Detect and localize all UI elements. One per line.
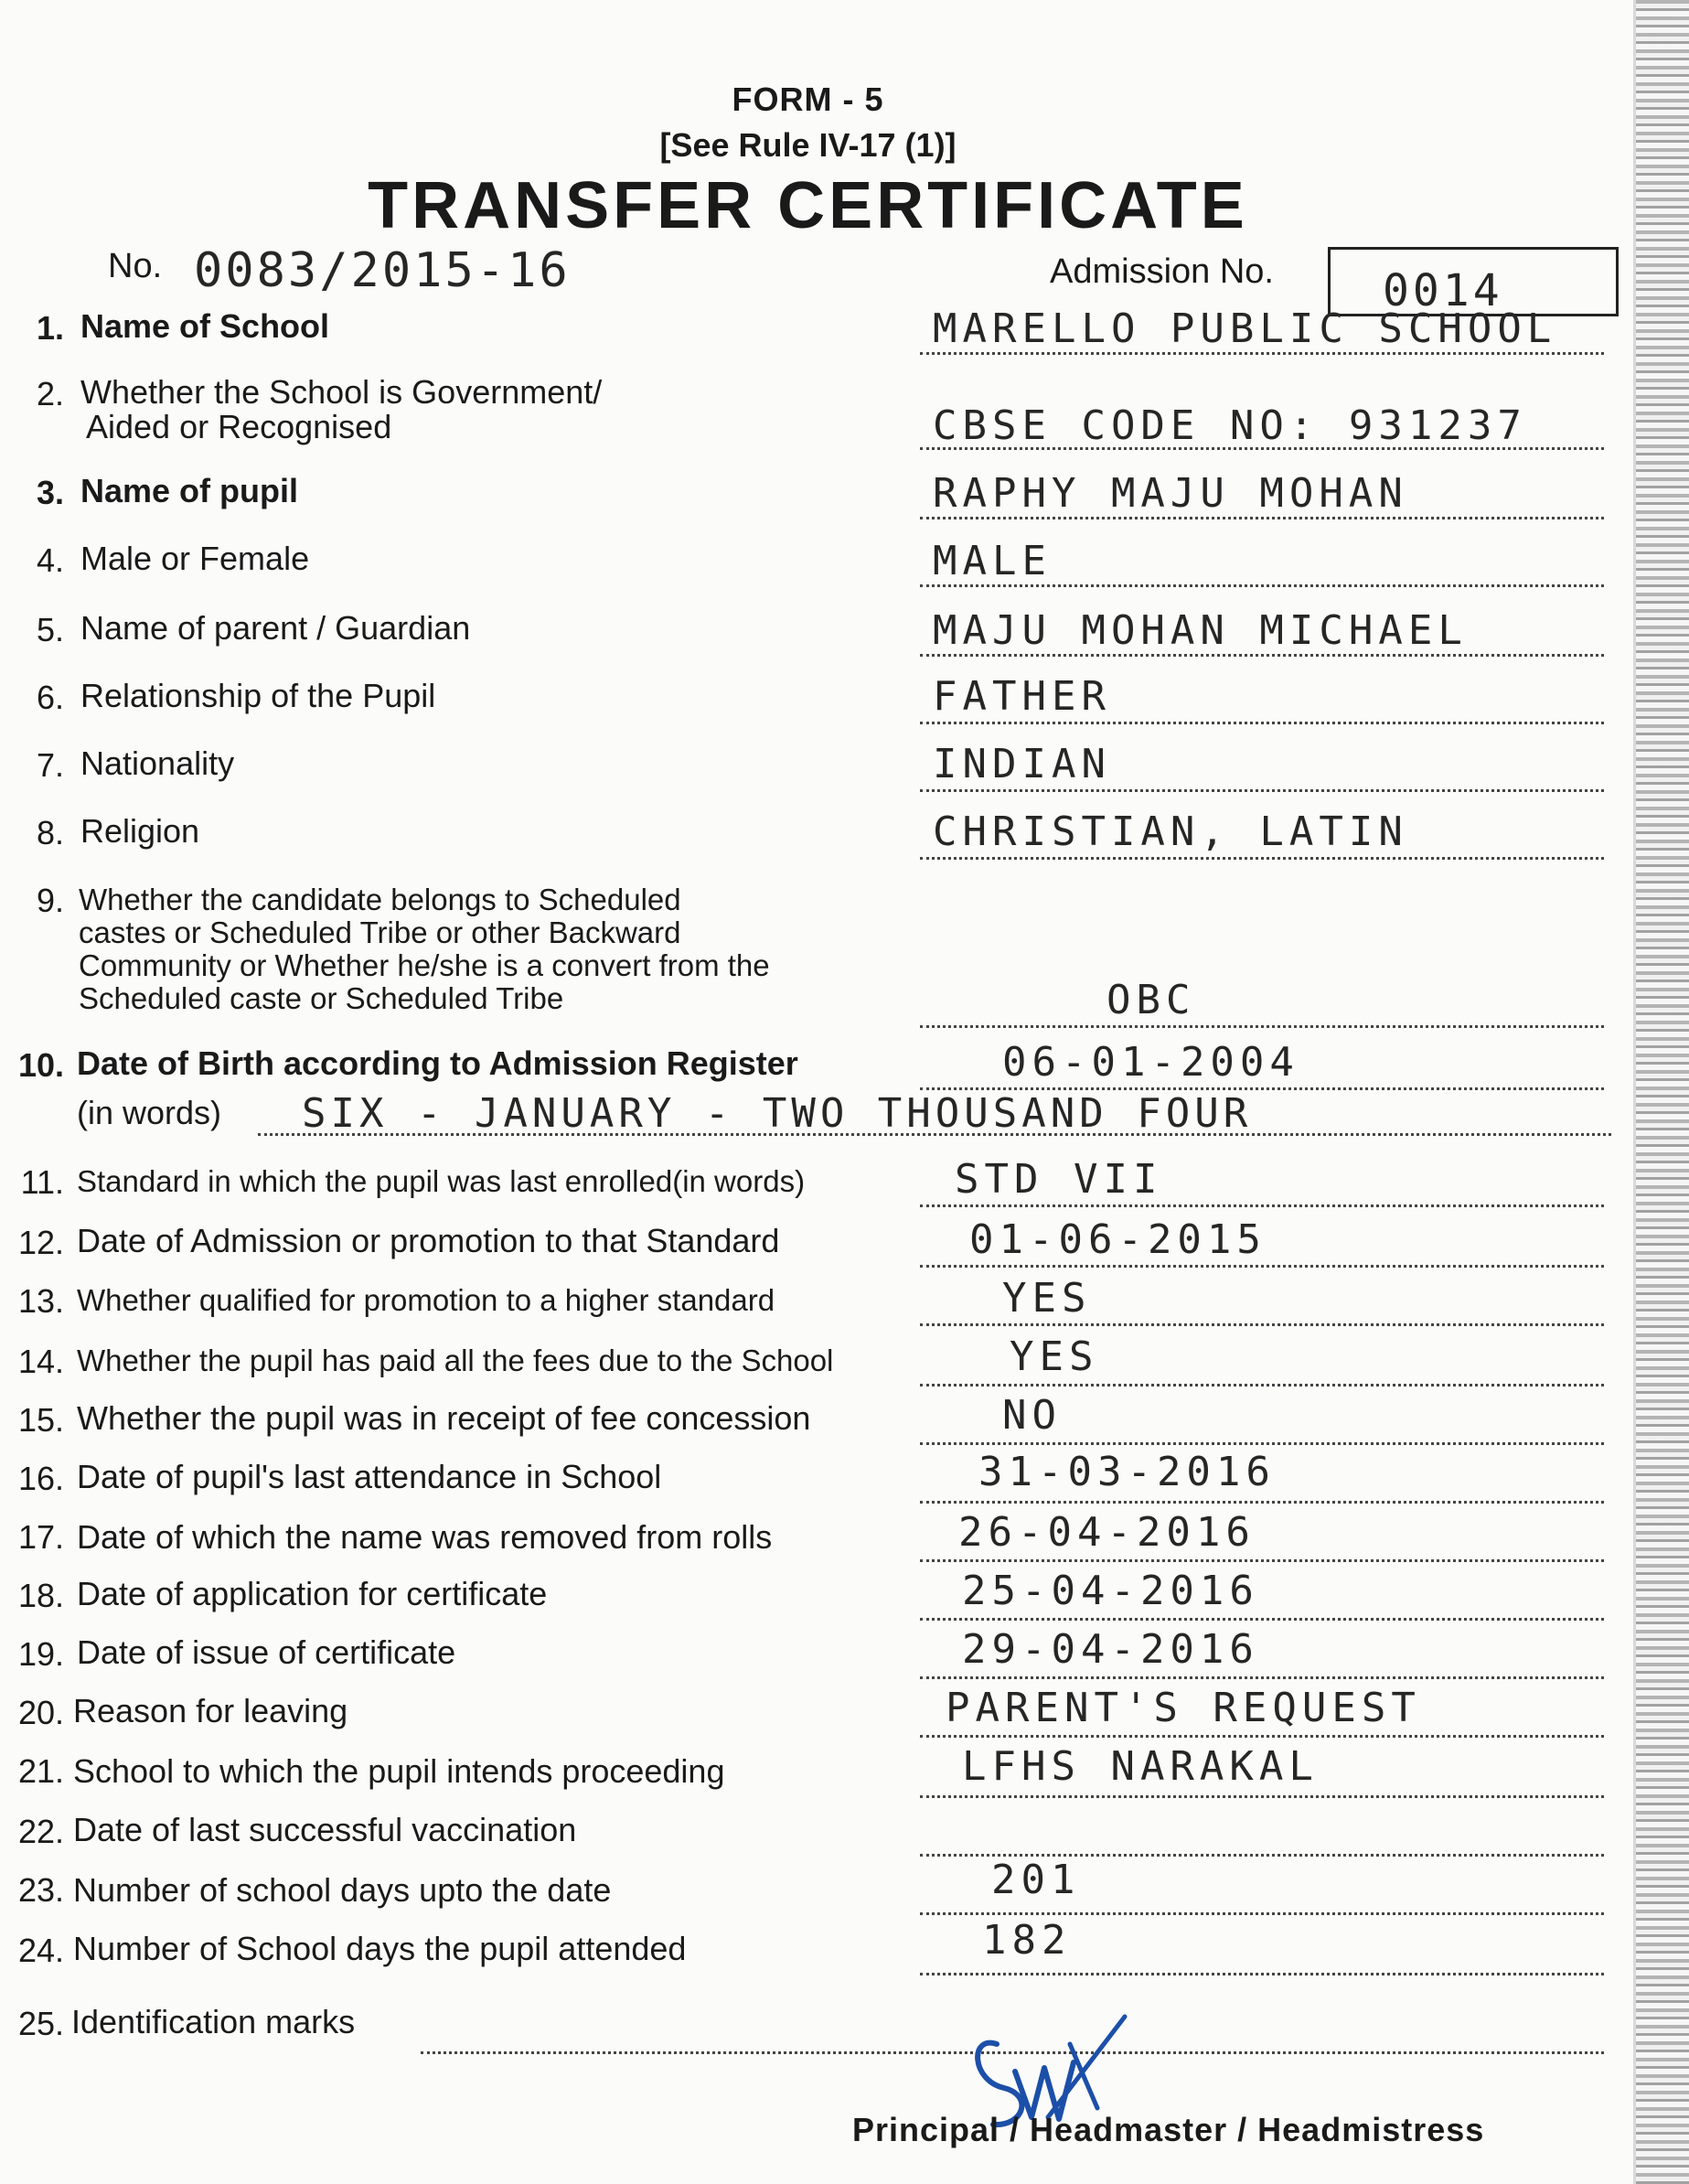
field-value: 182 [982, 1917, 1072, 1964]
field-value: 201 [991, 1857, 1081, 1903]
dob-in-words-value: SIX - JANUARY - TWO THOUSAND FOUR [302, 1090, 1253, 1137]
field-value: 29-04-2016 [962, 1626, 1259, 1673]
field-value: YES [1010, 1333, 1099, 1380]
field-number: 11. [20, 1163, 64, 1201]
field-value: 26-04-2016 [958, 1509, 1256, 1556]
field-number: 24. [17, 1932, 64, 1969]
field-value: STD VII [955, 1156, 1163, 1203]
field-number: 2. [36, 375, 64, 412]
field-dotted-line [920, 1557, 1604, 1562]
field-label: Male or Female [80, 540, 310, 577]
field-value: NO [1002, 1392, 1062, 1439]
field-value: OBC [1106, 977, 1196, 1023]
field-label: Reason for leaving [73, 1692, 348, 1729]
field-label: Date of application for certificate [77, 1575, 548, 1612]
field-number: 14. [17, 1343, 64, 1380]
field-label: Religion [80, 812, 200, 850]
field-dotted-line [920, 1440, 1604, 1445]
field-label: Date of last successful vaccination [73, 1811, 577, 1848]
field-label: Whether the candidate belongs to Scheduled [79, 883, 681, 916]
field-dotted-line [920, 1674, 1604, 1679]
dob-in-words-label: (in words) [77, 1094, 222, 1131]
field-number: 23. [17, 1871, 64, 1909]
field-dotted-line [920, 1732, 1604, 1738]
field-value: MAJU MOHAN MICHAEL [933, 607, 1468, 654]
field-label: Number of school days upto the date [73, 1871, 612, 1909]
field-number: 17. [17, 1518, 64, 1556]
field-value: 25-04-2016 [962, 1568, 1259, 1614]
field-label: Whether qualified for promotion to a higher standard [77, 1283, 775, 1317]
field-number: 20. [17, 1694, 64, 1731]
field-label: Whether the pupil was in receipt of fee concession [77, 1399, 811, 1437]
field-number: 21. [17, 1752, 64, 1790]
field-label: Scheduled caste or Scheduled Tribe [79, 981, 564, 1015]
field-label: Whether the School is Government/ [80, 373, 603, 411]
field-label: Date of issue of certificate [77, 1633, 456, 1671]
field-number: 19. [17, 1635, 64, 1673]
field-dotted-line [920, 1793, 1604, 1798]
field-value: CBSE CODE NO: 931237 [933, 402, 1527, 449]
field-label: Date of Birth according to Admission Register [77, 1044, 798, 1082]
signatory-title: Principal / Headmaster / Headmistress [852, 2111, 1485, 2148]
field-value: RAPHY MAJU MOHAN [933, 470, 1408, 517]
field-value: 31-03-2016 [978, 1449, 1276, 1495]
field-value: LFHS NARAKAL [962, 1743, 1319, 1790]
form-number: FORM - 5 [732, 80, 884, 118]
field-number: 4. [36, 541, 64, 579]
field-label: Whether the pupil has paid all the fees due to the School [77, 1344, 834, 1377]
field-label: Date of which the name was removed from rolls [77, 1518, 773, 1556]
field-number: 8. [36, 814, 64, 851]
field-label: Community or Whether he/she is a convert from the [79, 948, 770, 982]
field-number: 5. [36, 611, 64, 648]
field-number: 22. [17, 1813, 64, 1850]
rule-reference: [See Rule IV-17 (1)] [659, 126, 957, 164]
field-number: 15. [17, 1401, 64, 1439]
field-label: School to which the pupil intends proceeding [73, 1752, 725, 1790]
field-label: Number of School days the pupil attended [73, 1930, 687, 1967]
admission-number-label: Admission No. [1050, 252, 1274, 291]
page-title: TRANSFER CERTIFICATE [368, 169, 1248, 242]
field-number: 6. [36, 679, 64, 716]
field-value: FATHER [933, 673, 1111, 720]
field-label: Name of pupil [80, 472, 299, 509]
field-label: Identification marks [71, 2003, 356, 2040]
field-dotted-line [920, 1022, 1604, 1028]
field-label: Date of Admission or promotion to that Standard [77, 1222, 780, 1259]
field-value: INDIAN [933, 741, 1111, 787]
field-dotted-line [920, 1381, 1604, 1386]
field-number: 25. [17, 2005, 64, 2042]
field-value: PARENT'S REQUEST [946, 1685, 1421, 1731]
field-number: 1. [36, 309, 64, 347]
spiral-binding [1636, 0, 1689, 2184]
admission-number-value: 0014 [1383, 265, 1503, 316]
field-dotted-line [920, 1910, 1604, 1915]
field-value: MALE [933, 538, 1052, 584]
field-number: 12. [17, 1224, 64, 1261]
field-label: Name of School [80, 307, 330, 345]
field-label: Nationality [80, 744, 235, 782]
field-dotted-line [920, 1970, 1604, 1975]
serial-number-value: 0083/2015-16 [194, 243, 571, 298]
field-value: MARELLO PUBLIC SCHOOL [933, 305, 1557, 352]
serial-number-label: No. [108, 247, 163, 285]
field-value: YES [1002, 1275, 1092, 1322]
field-label: castes or Scheduled Tribe or other Backward [79, 915, 681, 949]
field-label: Aided or Recognised [86, 408, 392, 445]
field-number: 7. [36, 746, 64, 784]
field-value: 06-01-2004 [1002, 1039, 1299, 1086]
field-number: 10. [17, 1046, 64, 1084]
field-dotted-line [920, 1615, 1604, 1621]
field-value: 01-06-2015 [969, 1216, 1267, 1263]
field-label: Standard in which the pupil was last enrolled(in words) [77, 1164, 806, 1198]
field-number: 9. [36, 882, 64, 919]
field-label: Date of pupil's last attendance in School [77, 1458, 662, 1495]
field-value: CHRISTIAN, LATIN [933, 808, 1408, 855]
field-number: 16. [17, 1460, 64, 1497]
field-number: 3. [36, 474, 64, 511]
field-label: Name of parent / Guardian [80, 609, 471, 647]
field-label: Relationship of the Pupil [80, 677, 436, 714]
field-number: 13. [17, 1282, 64, 1320]
field-dotted-line [920, 1498, 1604, 1504]
field-number: 18. [17, 1577, 64, 1614]
